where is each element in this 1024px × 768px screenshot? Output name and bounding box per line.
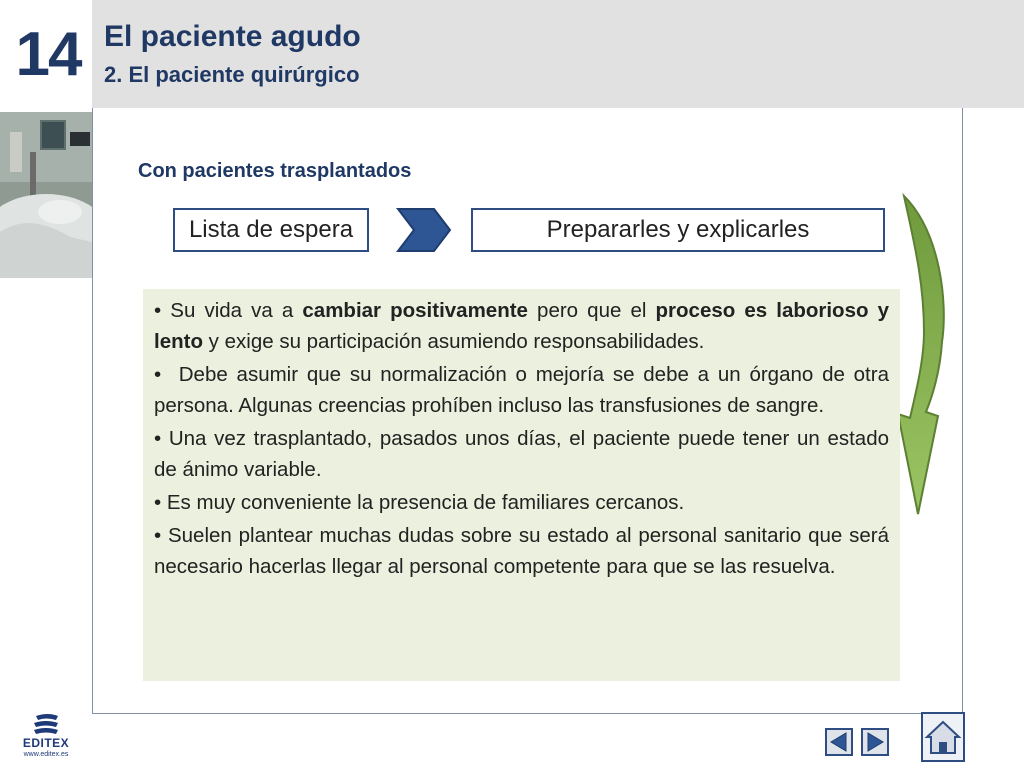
hospital-photo — [0, 112, 92, 278]
step-prepare-explain: Prepararles y explicarles — [471, 208, 885, 252]
bullet-item: • Suelen plantear muchas dudas sobre su estado al personal sanitario que será necesario hacerlas llegar al personal competente para que se las resuelva. — [154, 524, 890, 578]
previous-slide-button[interactable] — [825, 728, 853, 756]
chapter-number: 14 — [15, 20, 81, 89]
section-heading: Con pacientes trasplantados — [138, 160, 412, 182]
next-slide-button[interactable] — [861, 728, 889, 756]
bullet-item: • Su vida va a cambiar positivamente pero que el proceso es laborioso y lento y exige su participación asumiendo responsabilidades. — [154, 299, 889, 353]
header-band — [92, 0, 1024, 108]
bullet-item: • Es muy conveniente la presencia de familiares cercanos. — [154, 491, 685, 514]
curved-arrow-down-icon — [896, 192, 956, 518]
chevron-right-icon — [396, 207, 452, 253]
home-button[interactable] — [921, 712, 965, 762]
logo-text: EDITEX — [22, 736, 70, 750]
editex-logo — [14, 712, 78, 760]
page-subtitle: 2. El paciente quirúrgico — [104, 62, 360, 87]
info-panel — [143, 289, 900, 681]
bullet-item: • Debe asumir que su normalización o mejoría se debe a un órgano de otra persona. Algunas creencias prohíben incluso las transfusiones de sangre. — [154, 363, 889, 417]
logo-url[interactable]: www.editex.es — [23, 751, 69, 758]
bullet-item: • Una vez trasplantado, pasados unos días, el paciente puede tener un estado de ánimo variable. — [154, 427, 890, 481]
page-title: El paciente agudo — [104, 20, 361, 53]
step-waiting-list: Lista de espera — [173, 208, 369, 252]
editex-logo-icon — [14, 712, 78, 738]
